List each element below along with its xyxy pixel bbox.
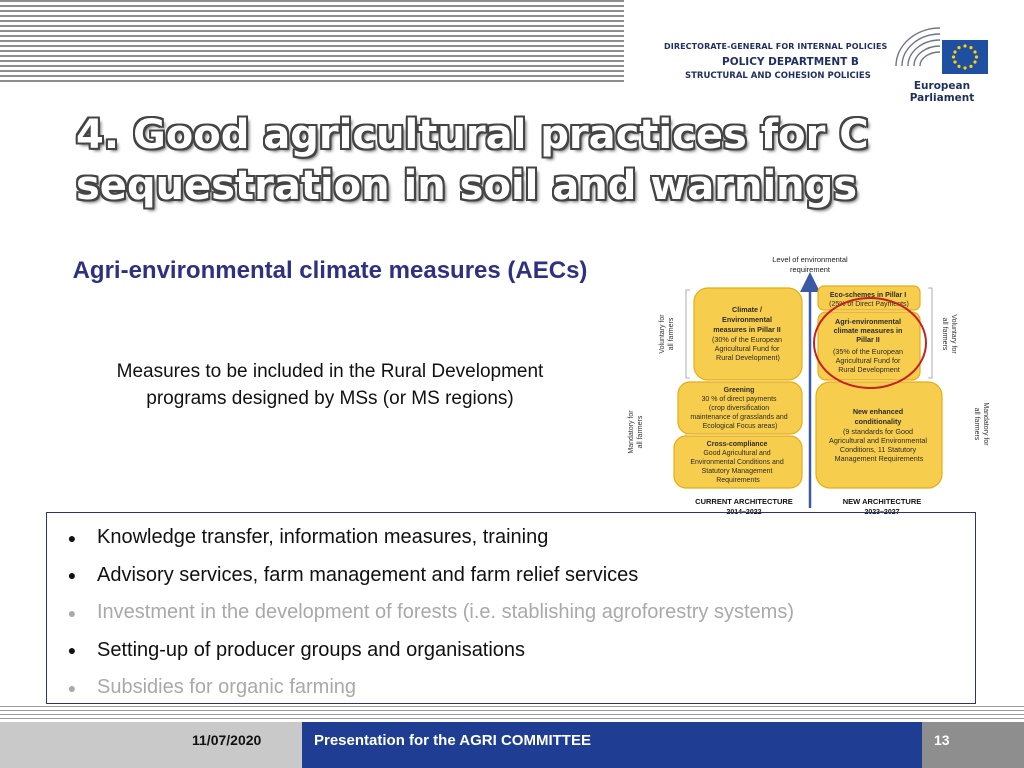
directorate-block <box>664 42 887 81</box>
aec-description: Measures to be included in the Rural Development programs designed by MSs (or MS regions) <box>116 361 544 409</box>
dept-line: POLICY DEPARTMENT B <box>722 56 859 68</box>
level-label-1: Level of environmental <box>772 255 848 264</box>
current-cross-compliance-text: Cross-compliance Good Agricultural and Environmental Conditions and Statutory Management Requirements <box>690 441 784 484</box>
new-architecture-label: NEW ARCHITECTURE <box>842 497 922 506</box>
list-item <box>47 557 975 595</box>
current-greening-text: Greening 30 % of direct payments (crop diversification maintenance of grasslands and Ecological Focus areas) <box>690 387 788 430</box>
footer-title-panel <box>302 722 922 768</box>
right-bottom-side-label: Mandatory forall farmers <box>973 402 989 446</box>
list-item <box>47 632 975 670</box>
bullet-icon: ● <box>67 529 77 546</box>
new-conditionality-text: New enhanced conditionality (9 standards for Good Agricultural and Environmental Conditions, 11 Statutory Management Requirements <box>829 407 927 463</box>
current-architecture-years: 2014–2022 <box>726 509 762 516</box>
list-item <box>47 594 975 632</box>
bullet-icon: ● <box>67 679 77 696</box>
right-top-side-label: Voluntary forall farmers <box>941 314 957 354</box>
list-item-text: Subsidies for organic farming <box>97 676 357 699</box>
footer <box>0 722 1024 768</box>
measures-list <box>46 512 976 704</box>
bullet-icon: ● <box>67 604 77 621</box>
list-item-text: Advisory services, farm management and farm relief services <box>97 563 639 586</box>
page-number: 13 <box>934 732 950 748</box>
list-item <box>47 669 975 707</box>
bullet-icon: ● <box>67 642 77 659</box>
header-stripes <box>0 0 624 84</box>
list-item-text: Setting-up of producer groups and organisations <box>97 638 526 661</box>
current-climate-box <box>694 288 802 380</box>
aec-heading: Agri-environmental climate measures (AECs) <box>72 257 588 284</box>
left-top-side-label: Voluntary for all farmers <box>659 314 675 354</box>
current-climate-text: Climate / Environmental measures in Pillar II (30% of the European Agricultural Fund for Rural Development) <box>712 305 782 362</box>
institution-name: European Parliament <box>909 80 975 104</box>
footer-date-panel <box>0 722 302 768</box>
footer-presentation-title: Presentation for the AGRI COMMITTEE <box>314 732 591 749</box>
new-architecture-years: 2023–2027 <box>864 509 900 516</box>
cap-architecture-diagram <box>622 252 1002 520</box>
new-agri-env-text: Agri-environmental climate measures in Pillar II (35% of the European Agricultural Fund for Rural Development <box>833 317 903 374</box>
current-architecture-label: CURRENT ARCHITECTURE <box>695 497 793 506</box>
bullet-icon: ● <box>67 567 77 584</box>
footer-page-panel <box>922 722 1024 768</box>
dg-line: DIRECTORATE-GENERAL FOR INTERNAL POLICIES <box>664 42 888 51</box>
list-item-text: Investment in the development of forests (i.e. stablishing agroforestry systems) <box>97 601 794 624</box>
list-item-text: Knowledge transfer, information measures, training <box>97 526 549 549</box>
footer-date: 11/07/2020 <box>192 732 262 748</box>
level-label-2: requirement <box>789 265 831 274</box>
new-eco-schemes-text: Eco-schemes in Pillar I (25% of Direct Payments) <box>829 292 909 308</box>
left-bottom-side-label: Mandatory for all farmers <box>628 410 644 454</box>
list-item <box>47 519 975 557</box>
policies-line: STRUCTURAL AND COHESION POLICIES <box>685 71 871 81</box>
slide-title: 4. Good agricultural practices for C sequestration in soil and warnings <box>76 112 869 209</box>
footer-stripes <box>0 706 1024 722</box>
